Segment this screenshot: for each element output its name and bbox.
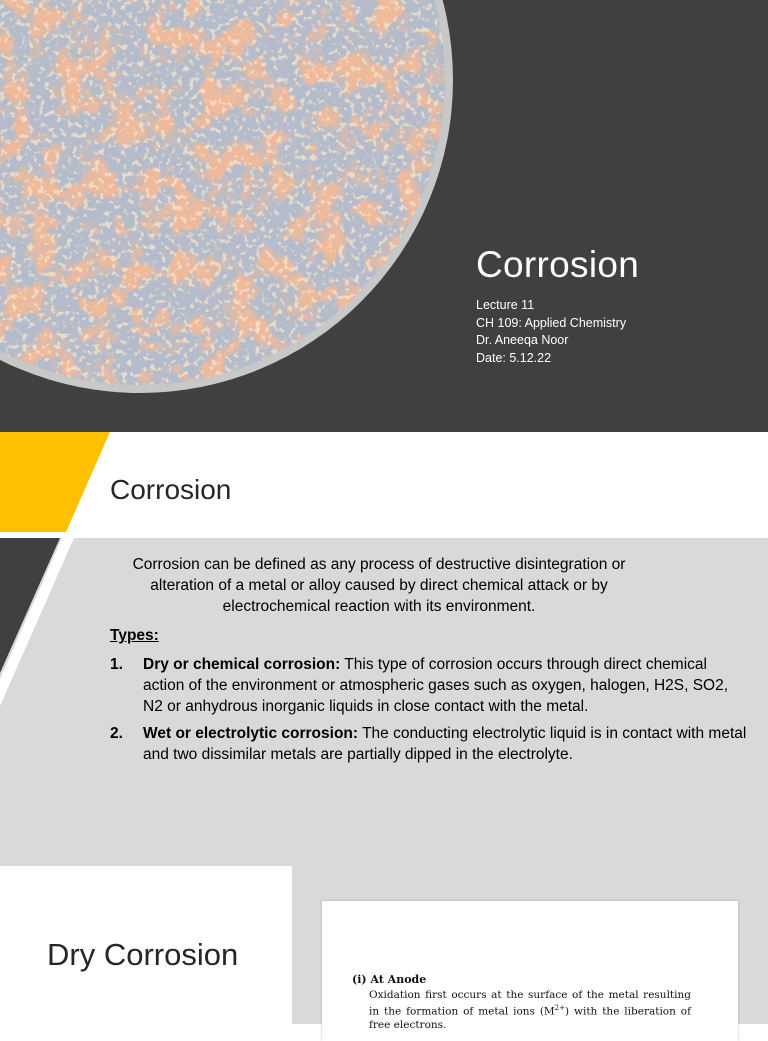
list-item [110,654,750,717]
definition-slide [0,538,768,866]
slide-title: Corrosion [110,474,232,505]
dry-corrosion-slide [0,866,768,1031]
list-term: Wet or electrolytic corrosion: [143,725,359,742]
title-slide [0,0,768,432]
types-list [110,654,750,771]
list-text: This type of corrosion occurs through direct chemical action of the environment or atmospheric gases such as oxygen, halogen, H2S, SO2, N2 or anhydrous inorganic liquids in close contact with the metal. [143,656,729,715]
excerpt-text: Oxidation first occurs at the surface of the metal resulting in the formation of metal ions (M [369,989,691,1018]
list-number: 1. [110,656,123,673]
textbook-excerpt [322,901,738,1041]
excerpt-superscript: 2+ [554,1004,565,1012]
lecture-number: Lecture 11 [476,298,535,312]
corroded-metal-image [0,0,768,432]
excerpt-text: ) with the liberation of free electrons. [369,1005,691,1031]
excerpt-heading: (i) At Anode [352,973,427,986]
slide-title: Corrosion [476,244,640,285]
lecture-date: Date: 5.12.22 [476,350,552,365]
course-name: CH 109: Applied Chemistry [476,315,627,330]
instructor-name: Dr. Aneeqa Noor [476,333,569,347]
list-term: Dry or chemical corrosion: [143,656,341,673]
types-label: Types: [110,627,159,644]
definition-text: Corrosion can be defined as any process of destructive disintegration or alteration of a metal or alloy caused by direct chemical attack or by electrochemical reaction with its environment. [132,556,626,615]
list-number: 2. [110,725,123,742]
list-item [110,723,750,765]
excerpt-body [369,989,691,1032]
lecture-details [476,297,626,367]
list-text: The conducting electrolytic liquid is in contact with metal and two dissimilar metals are partially dipped in the electrolyte. [143,725,747,763]
slide-title: Dry Corrosion [47,937,239,972]
section-header-slide [0,432,768,532]
